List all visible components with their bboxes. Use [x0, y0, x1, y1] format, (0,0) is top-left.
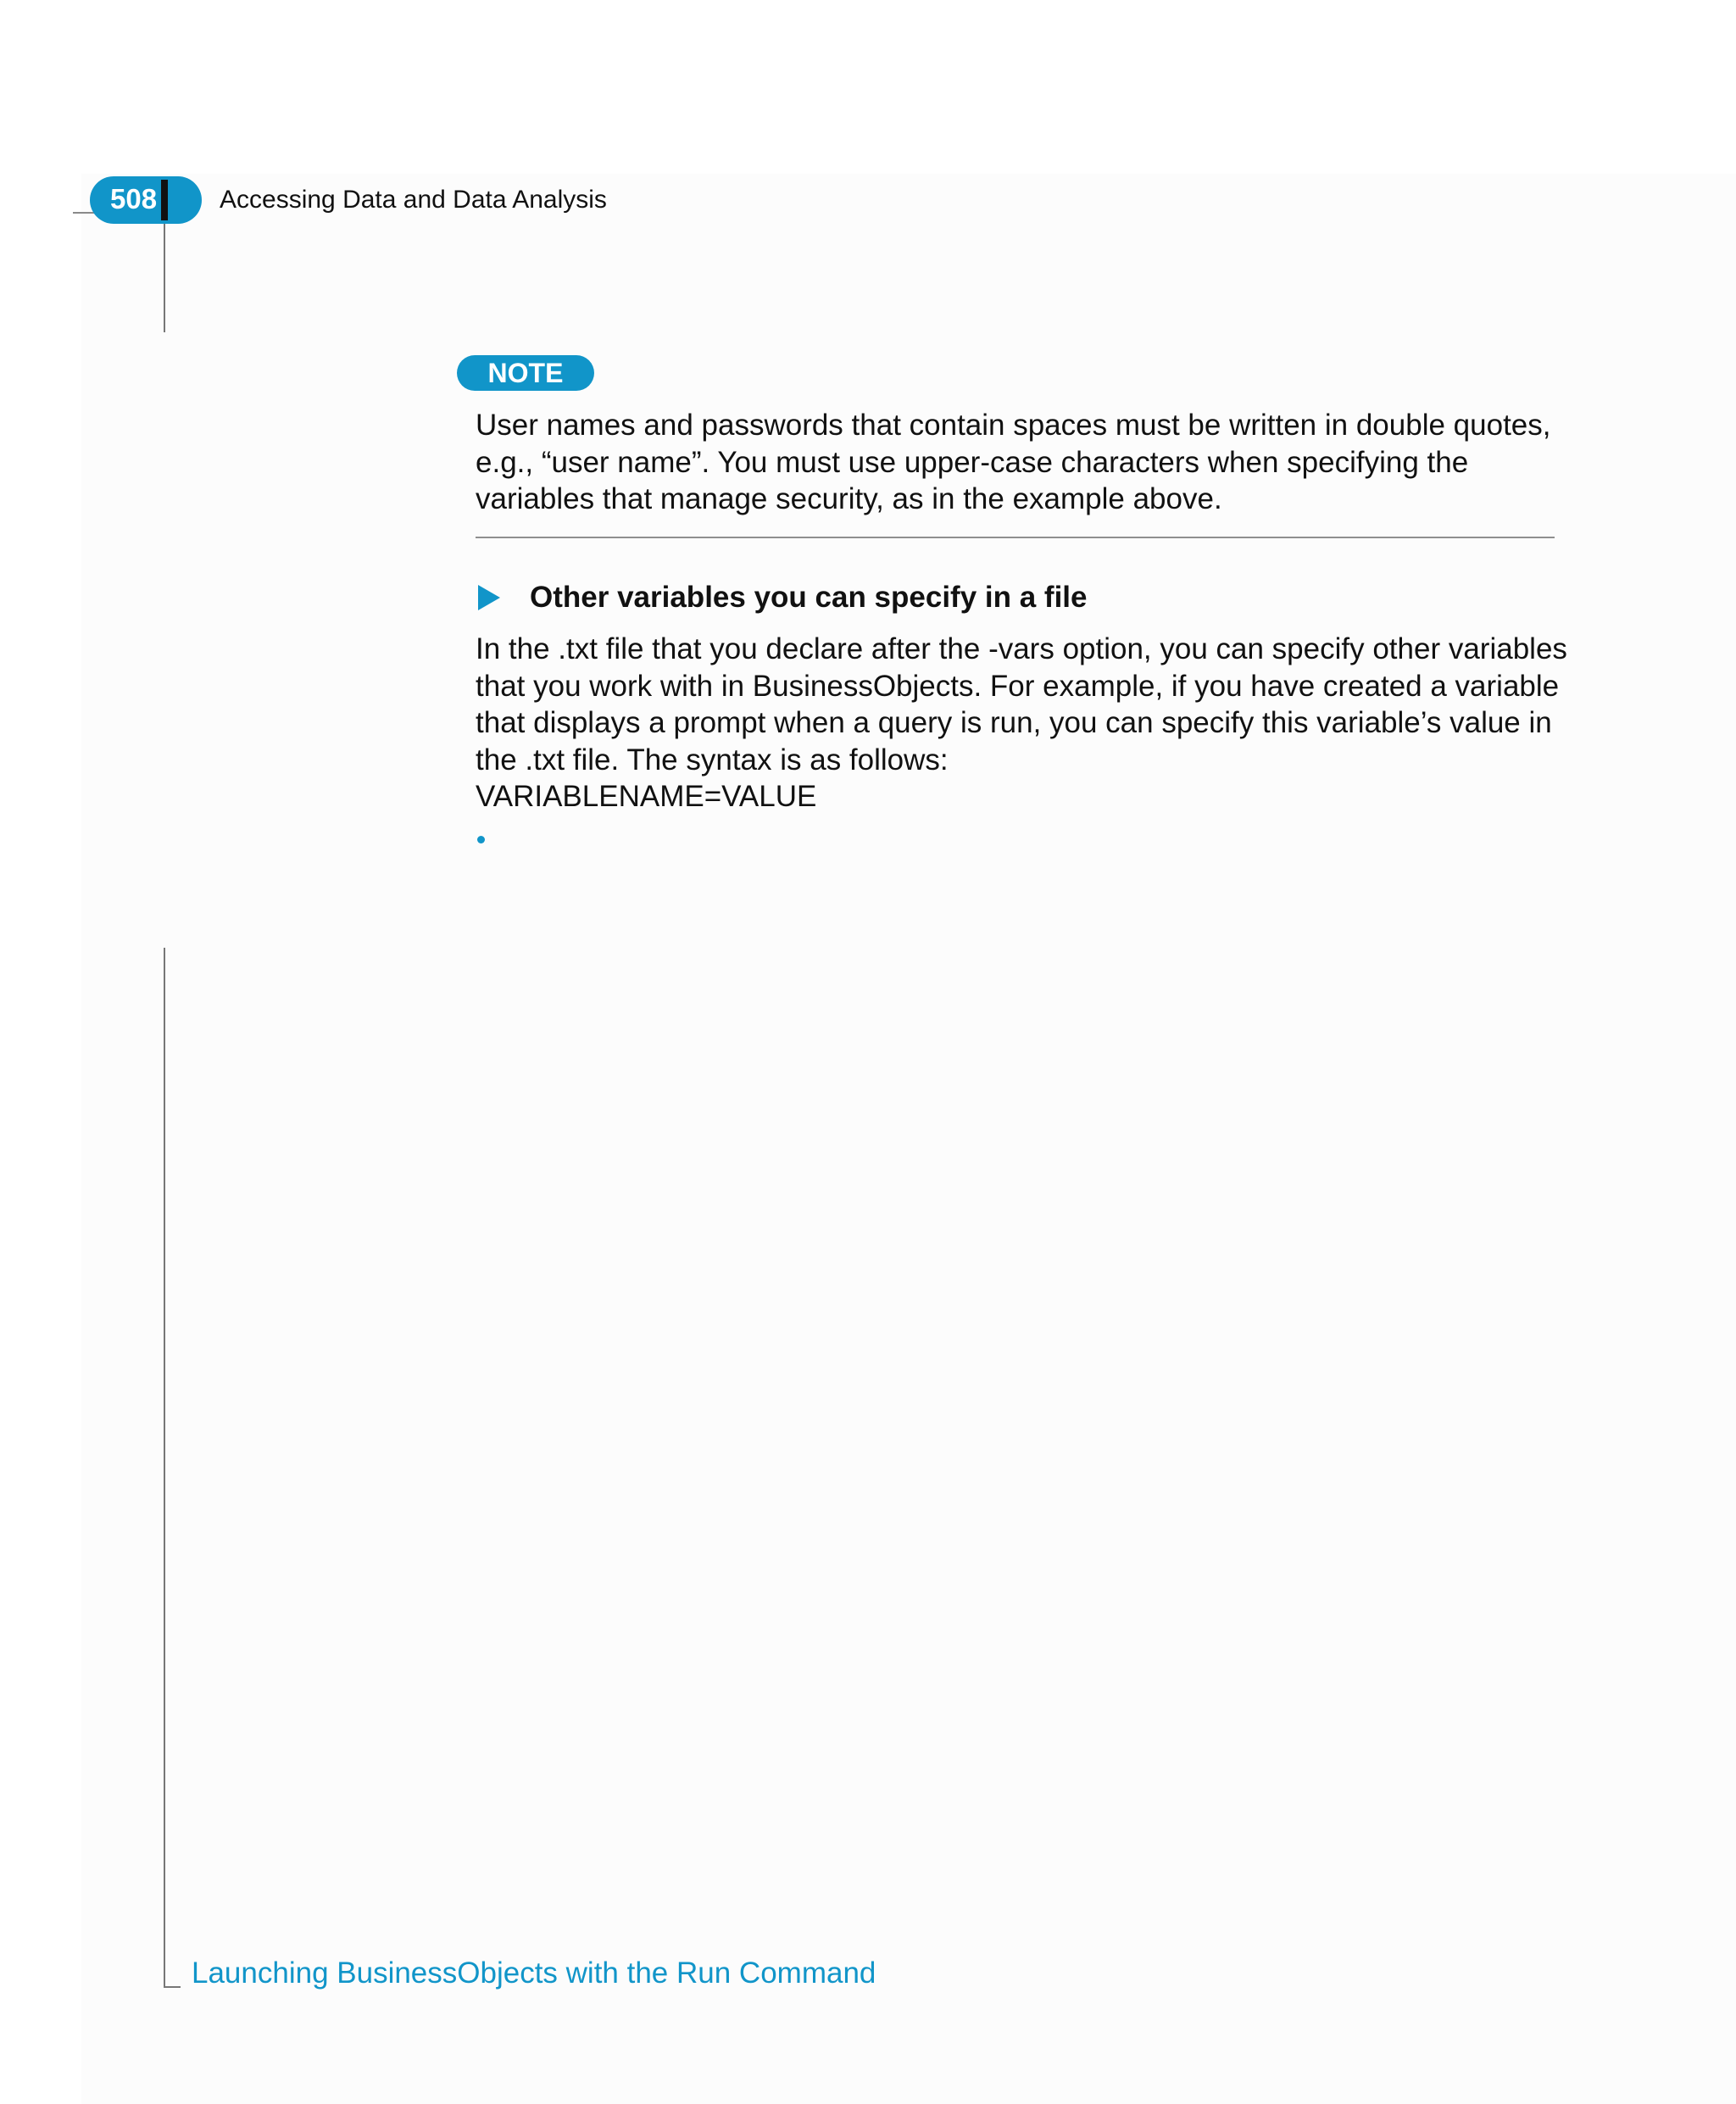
- bullet-dot-icon: [477, 836, 485, 843]
- margin-line-upper: [164, 212, 165, 332]
- section-body: In the .txt file that you declare after the -vars option, you can specify other variables that you work with in BusinessObjects. For example, if you have created a variable that displays a prompt when a query is run, you can specify this variable’s value in the .txt file. The syntax is as follows:: [476, 632, 1567, 776]
- triangle-right-icon: [478, 585, 500, 610]
- note-divider: [476, 537, 1555, 538]
- page-number: 508: [110, 183, 158, 214]
- footer-chapter-title: Launching BusinessObjects with the Run Command: [192, 1956, 876, 1990]
- syntax-line: VARIABLENAME=VALUE: [476, 780, 817, 813]
- note-text: User names and passwords that contain spaces must be written in double quotes, e.g., “user name”. You must use upper-case characters when specifying the variables that manage security, as in the example above.: [476, 409, 1551, 515]
- page-margin: [0, 2009, 81, 2104]
- section-heading: Other variables you can specify in a file: [530, 581, 1088, 614]
- page-marker: [161, 180, 168, 220]
- note-badge: NOTE: [457, 355, 594, 391]
- margin-line-lower: [164, 948, 165, 1988]
- footer-rule: [164, 1986, 181, 1988]
- running-title: Accessing Data and Data Analysis: [220, 186, 607, 214]
